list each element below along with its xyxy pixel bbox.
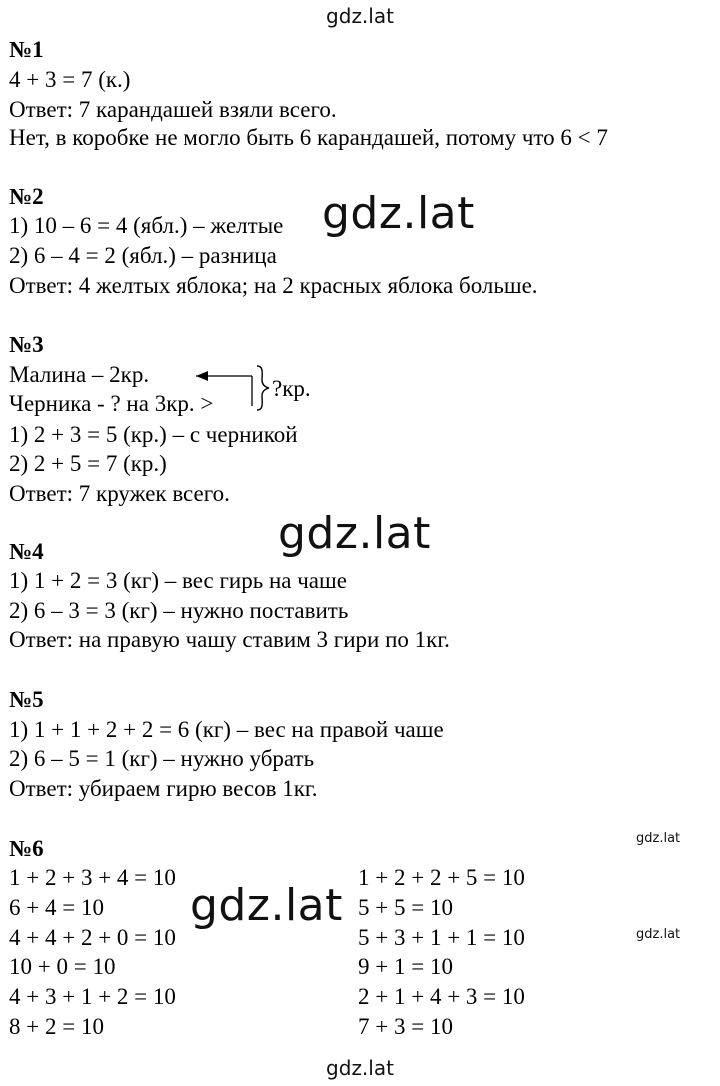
watermark-big-1: gdz.lat [322, 188, 475, 239]
watermark-big-2: gdz.lat [278, 508, 431, 559]
task6-left-2: 6 + 4 = 10 [9, 895, 104, 920]
task3-arrow-head [196, 371, 208, 381]
watermark-small-1: gdz.lat [636, 831, 681, 846]
task5-title: №5 [9, 687, 44, 712]
watermark-small-2: gdz.lat [636, 927, 681, 942]
task3-line-5: Ответ: 7 кружек всего. [9, 481, 230, 506]
task6-right-2: 5 + 5 = 10 [358, 895, 453, 920]
watermark-big-3: gdz.lat [190, 880, 343, 931]
task6-left-4: 10 + 0 = 10 [9, 954, 116, 979]
watermark-top: gdz.lat [326, 4, 394, 28]
task1-line-1: 4 + 3 = 7 (к.) [9, 67, 131, 92]
task6-right-5: 2 + 1 + 4 + 3 = 10 [358, 984, 525, 1009]
task1-title: №1 [9, 37, 44, 62]
task3-curly-brace [257, 366, 269, 410]
task5-line-2: 2) 6 – 5 = 1 (кг) – нужно убрать [9, 746, 315, 771]
task4-title: №4 [9, 539, 44, 564]
task2-line-1: 1) 10 – 6 = 4 (ябл.) – желтые [9, 213, 284, 238]
task6-title: №6 [9, 836, 44, 861]
task2-line-2: 2) 6 – 4 = 2 (ябл.) – разница [9, 243, 277, 268]
task6-right-6: 7 + 3 = 10 [358, 1014, 453, 1039]
task6-left-6: 8 + 2 = 10 [9, 1014, 104, 1039]
task3-brace-diagram [188, 360, 278, 420]
task4-line-2: 2) 6 – 3 = 3 (кг) – нужно поставить [9, 598, 349, 623]
task6-left-3: 4 + 4 + 2 + 0 = 10 [9, 925, 176, 950]
task3-line-4: 2) 2 + 5 = 7 (кр.) [9, 451, 167, 476]
task6-right-4: 9 + 1 = 10 [358, 954, 453, 979]
task5-line-3: Ответ: убираем гирю весов 1кг. [9, 776, 318, 801]
task5-line-1: 1) 1 + 1 + 2 + 2 = 6 (кг) – вес на правой чаше [9, 717, 444, 742]
task6-right-3: 5 + 3 + 1 + 1 = 10 [358, 925, 525, 950]
task1-line-2: Ответ: 7 карандашей взяли всего. [9, 97, 337, 122]
task3-line-1: Малина – 2кр. [9, 362, 150, 387]
task3-line-2: Черника - ? на 3кр. > [9, 391, 214, 416]
task6-left-5: 4 + 3 + 1 + 2 = 10 [9, 984, 176, 1009]
task6-left-1: 1 + 2 + 3 + 4 = 10 [9, 865, 176, 890]
task2-title: №2 [9, 184, 44, 209]
task1-line-3: Нет, в коробке не могло быть 6 карандашей, потому что 6 < 7 [9, 125, 608, 150]
task2-line-3: Ответ: 4 желтых яблока; на 2 красных яблока больше. [9, 273, 538, 298]
watermark-bottom: gdz.lat [326, 1056, 394, 1080]
task6-right-1: 1 + 2 + 2 + 5 = 10 [358, 865, 525, 890]
task3-line-3: 1) 2 + 3 = 5 (кр.) – с черникой [9, 422, 298, 447]
task3-title: №3 [9, 332, 44, 357]
task4-line-3: Ответ: на правую чашу ставим 3 гири по 1кг. [9, 627, 450, 652]
task4-line-1: 1) 1 + 2 = 3 (кг) – вес гирь на чаше [9, 568, 347, 593]
task3-brace-label: ?кр. [272, 376, 311, 401]
